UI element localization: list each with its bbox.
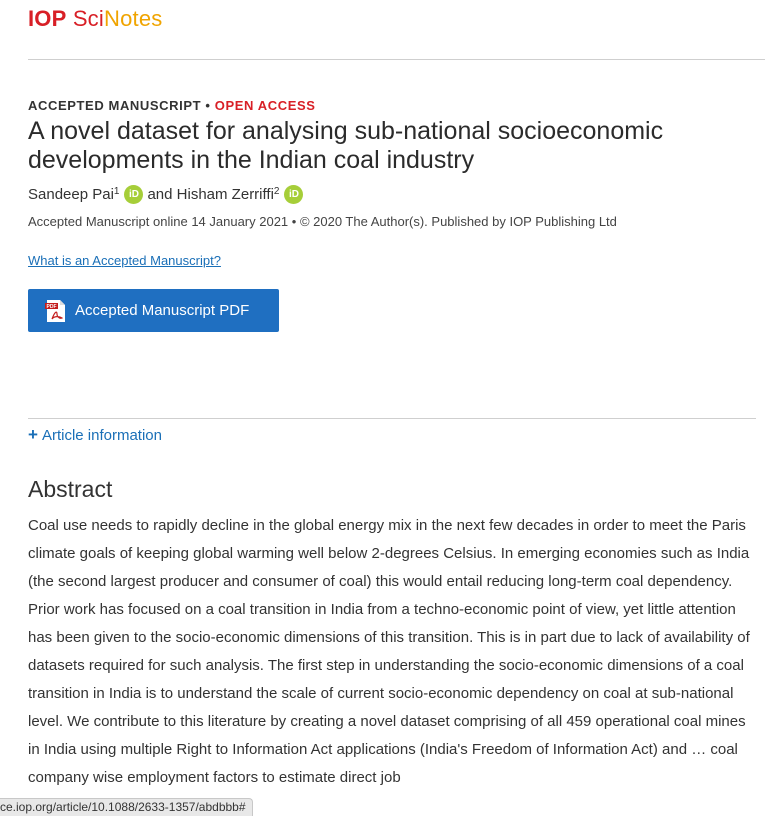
author-name[interactable]: Hisham Zerriffi	[176, 186, 274, 203]
pdf-file-icon	[45, 299, 67, 323]
author-name[interactable]: Sandeep Pai	[28, 186, 114, 203]
kicker-separator: •	[205, 98, 211, 113]
site-logo[interactable]	[28, 6, 162, 32]
section-divider	[28, 418, 756, 419]
affiliation-marker[interactable]: 1	[113, 186, 120, 197]
article-kicker	[28, 98, 316, 113]
article-information-toggle[interactable]	[28, 425, 162, 445]
article-title: A novel dataset for analysing sub-national socioeconomic developments in the Indian coal industry	[28, 117, 664, 174]
logo-iop: IOP	[28, 6, 67, 31]
download-pdf-label: Accepted Manuscript PDF	[75, 302, 250, 319]
open-access-badge: OPEN ACCESS	[214, 98, 316, 113]
author-conjunction: and	[147, 186, 173, 203]
browser-status-bar: ce.iop.org/article/10.1088/2633-1357/abdbbb#	[0, 798, 253, 816]
accepted-manuscript-info-link[interactable]: What is an Accepted Manuscript?	[28, 253, 221, 268]
affiliation-marker[interactable]: 2	[273, 186, 280, 197]
pdf-icon-text: PDF	[46, 303, 57, 310]
article-information-label: Article information	[41, 426, 162, 444]
kicker-label: ACCEPTED MANUSCRIPT	[28, 98, 202, 113]
download-pdf-button[interactable]	[28, 289, 279, 332]
plus-icon: +	[28, 425, 38, 444]
abstract-text: Coal use needs to rapidly decline in the global energy mix in the next few decades in order to meet the Paris climate goals of keeping global warming well below 2-degrees Celsius. In emerging economies such as India (the second largest producer and consumer of coal) this would entail reducing long-term coal dependency. Prior work has focused on a coal transition in India from a techno-economic point of view, yet little attention has been given to the socio-economic dimensions of this transition. This is in part due to lack of availability of datasets required for such analysis. The first step in understanding the socio-economic dimensions of a coal transition in India is to understand the scale of current socio-economic dependency on coal at sub-national level. We contribute to this literature by creating a novel dataset comprising of all 459 operational coal mines in India using multiple Right to Information Act applications (India's Freedom of Information Act) and … coal company wise employment factors to estimate direct job	[28, 517, 750, 786]
abstract-heading: Abstract	[28, 476, 113, 502]
orcid-icon[interactable]: iD	[124, 185, 143, 204]
logo-notes: Notes	[103, 6, 163, 31]
logo-sci: Sci	[72, 6, 104, 31]
publication-meta: Accepted Manuscript online 14 January 2021 • © 2020 The Author(s). Published by IOP Publishing Ltd	[28, 214, 617, 229]
header-divider	[28, 59, 765, 60]
orcid-icon[interactable]: iD	[284, 185, 303, 204]
author-list	[28, 185, 307, 204]
